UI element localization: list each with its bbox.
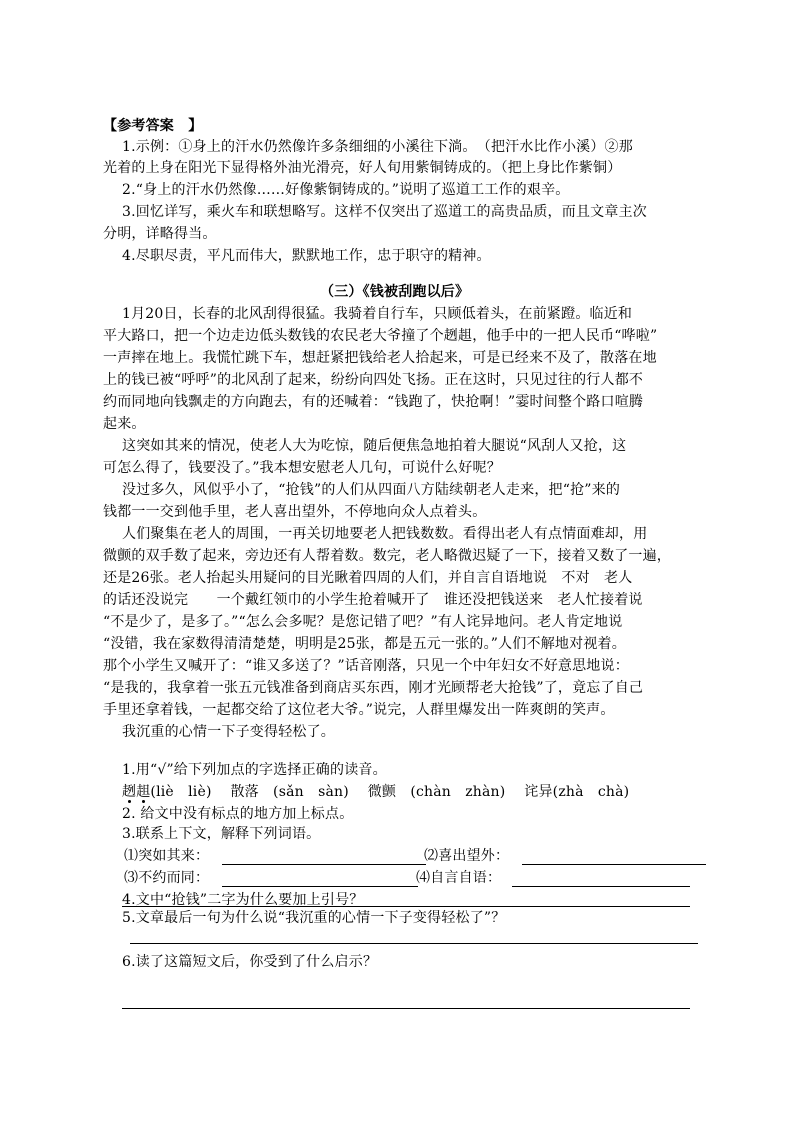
term-4-label: ⑷自言自语： (416, 870, 502, 886)
question-1-text: 用“√”给下列加点的字选择正确的读音。 (135, 762, 387, 778)
answer-line-6: 4.尽职尽责，平凡而伟大，默默地工作，忠于职守的精神。 (122, 248, 491, 264)
question-5: 5.文章最后一句为什么说“我沉重的心情一下子变得轻松了”？ (122, 910, 506, 926)
answer-line-4: 3.回忆详写，乘火车和联想略写。这样不仅突出了巡道工的高贵品质，而且文章主次 (122, 204, 647, 220)
story-line: 平大路口，把一个边走边低头数钱的农民老大爷撞了个趔趄，他手中的一把人民币“哗啦” (103, 328, 658, 344)
answer-blank[interactable] (512, 886, 690, 887)
story-line: 1月20日，长春的北风刮得很猛。我骑着自行车，只顾低着头，在前紧蹬。临近和 (122, 306, 633, 322)
question-1 (122, 760, 387, 780)
question-1-options (122, 782, 629, 802)
story-line: 我沉重的心情一下子变得轻松了。 (122, 724, 335, 740)
answer-line[interactable] (122, 1008, 690, 1009)
question-1-number: 1. (122, 762, 136, 778)
question-6: 6.读了这篇短文后，你受到了什么启示？ (122, 954, 378, 970)
story-line: “没错，我在家数得清清楚楚，明明是25张，都是五元一张的。”人们不解地对视着。 (103, 636, 626, 652)
answer-blank[interactable] (522, 864, 706, 865)
answer-line-3: 2.“身上的汗水仍然像……好像紫铜铸成的。”说明了巡道工工作的艰辛。 (122, 182, 570, 198)
story-line: 微颤的双手数了起来，旁边还有人帮着数。数完，老人略微迟疑了一下，接着又数了一遍， (103, 548, 671, 564)
question-3: 3.联系上下文，解释下列词语。 (122, 826, 321, 842)
term-3-label: ⑶不约而同： (124, 870, 210, 886)
story-line: 没过多久，风似乎小了，“抢钱”的人们从四面八方陆续朝老人走来，把“抢”来的 (122, 482, 621, 498)
answer-line-1: 1.示例：①身上的汗水仍然像许多条细细的小溪往下淌。 （把汗水比作小溪）②那 (122, 139, 633, 155)
story-line: 约而同地向钱飘走的方向跑去，有的还喊着：“钱跑了，快抢啊！”霎时间整个路口喧腾 (103, 394, 644, 410)
term-2-label: ⑵喜出望外： (424, 848, 510, 864)
story-line: 那个小学生又喊开了：“谁又多送了？”话音刚落，只见一个中年妇女不好意思地说： (103, 658, 629, 674)
answer-line-5: 分明，详略得当。 (103, 226, 217, 242)
story-line: 钱都一一交到他手里，老人喜出望外，不停地向众人点着头。 (103, 504, 487, 520)
answer-line-2: 光着的上身在阳光下显得格外油光滑亮，好人旬用紫铜铸成的。（把上身比作紫铜） (103, 160, 622, 176)
pinyin-options: (liè liè) 散落 (sǎn sàn) 微颤 (chàn zhàn) 诧异(zhà chà) (150, 784, 630, 800)
story-line: 还是26张。老人抬起头用疑问的目光瞅着四周的人们，并自言自语地说 不对 老人 (103, 570, 633, 586)
answer-blank[interactable] (222, 864, 426, 865)
story-title: （三）《钱被刮跑以后》 (320, 284, 470, 300)
story-line: 手里还拿着钱，一起都交给了这位老大爷。”说完，人群里爆发出一阵爽朗的笑声。 (103, 702, 615, 718)
term-1-label: ⑴突如其来： (124, 848, 210, 864)
story-line: 一声摔在地上。我慌忙跳下车，想赶紧把钱给老人拾起来，可是已经来不及了，散落在地 (103, 350, 657, 366)
answer-blank[interactable] (222, 886, 418, 887)
story-line: 起来。 (103, 416, 146, 432)
story-line: 上的钱已被“呼呼”的北风刮了起来，纷纷向四处飞扬。正在这时，只见过往的行人都不 (103, 372, 644, 388)
story-line: 可怎么得了，钱要没了。”我本想安慰老人几句，可说什么好呢？ (103, 460, 501, 476)
story-line: 人们聚集在老人的周围，一再关切地要老人把钱数数。看得出老人有点情面难却，用 (122, 526, 648, 542)
story-line: “不是少了，是多了。”“怎么会多呢？是您记错了吧？”有人诧异地问。老人肯定地说 (103, 614, 623, 630)
story-line: “是我的，我拿着一张五元钱准备到商店买东西，刚才光顾帮老大抢钱”了，竟忘了自己 (103, 680, 644, 696)
answer-line[interactable] (130, 943, 698, 944)
question-2: 2. 给文中没有标点的地方加上标点。 (122, 806, 354, 822)
story-line: 这突如其来的情况，使老人大为吃惊，随后便焦急地拍着大腿说“风刮人又抢，这 (122, 438, 627, 454)
dotted-char: 趔 (122, 784, 137, 800)
story-line: 的话还没说完 一个戴红领巾的小学生抢着喊开了 谁还没把钱送来 老人忙接着说 (103, 592, 643, 608)
dotted-char: 趄 (136, 784, 151, 800)
answer-line[interactable] (122, 906, 690, 907)
question-4: 4.文中“抢钱”二字为什么要加上引号？ (122, 892, 364, 908)
answer-heading: 【参考答案 】 (103, 118, 203, 134)
